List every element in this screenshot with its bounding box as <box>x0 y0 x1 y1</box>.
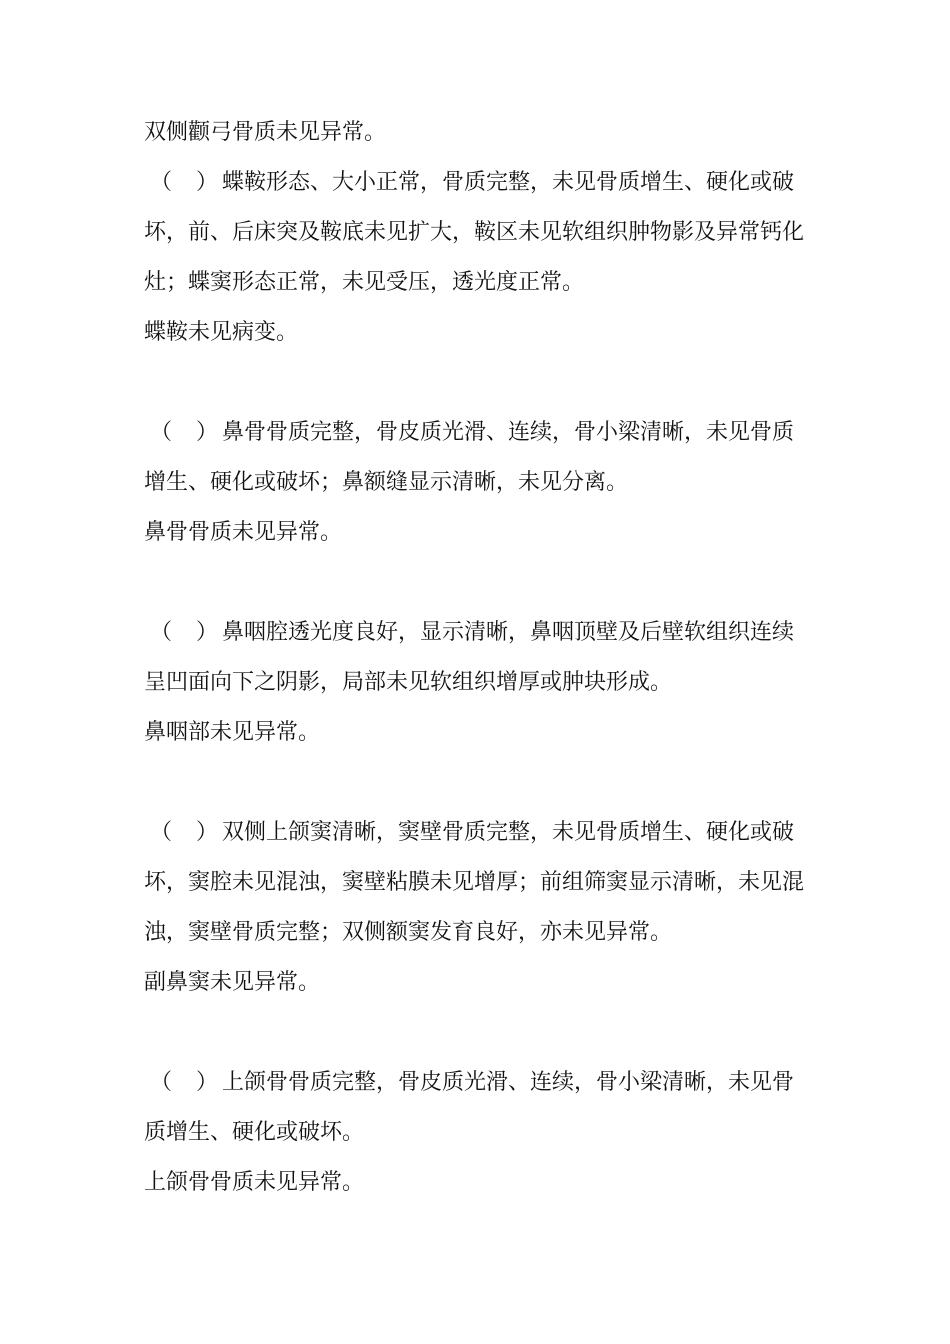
line-text: 坏，前、后床突及鞍底未见扩大，鞍区未见软组织肿物影及异常钙化 <box>144 220 805 245</box>
line-text: 双侧颧弓骨质未见异常。 <box>144 120 387 145</box>
text-line <box>144 858 816 908</box>
bracket-open: （ <box>150 420 173 445</box>
bracket-close: ） <box>196 420 219 445</box>
line-text: 蝶鞍未见病变。 <box>144 320 299 345</box>
line-text: 质增生、硬化或破坏。 <box>144 1120 365 1145</box>
text-line <box>144 708 816 758</box>
checklist-item-line <box>144 158 816 208</box>
line-text: 坏，窦腔未见混浊，窦壁粘膜未见增厚；前组筛窦显示清晰，未见混 <box>144 870 805 895</box>
line-text: 呈凹面向下之阴影，局部未见软组织增厚或肿块形成。 <box>144 670 673 695</box>
line-text: 上颌骨骨质未见异常。 <box>144 1170 365 1195</box>
checklist-item-line <box>144 1058 816 1108</box>
bracket-open: （ <box>150 1070 173 1095</box>
checklist-item-line <box>144 808 816 858</box>
line-text: 鼻咽腔透光度良好，显示清晰，鼻咽顶壁及后壁软组织连续 <box>222 620 795 645</box>
checkbox-bracket[interactable] <box>144 608 222 658</box>
line-text: 鼻骨骨质未见异常。 <box>144 520 343 545</box>
paragraph-gap <box>144 558 816 608</box>
bracket-close: ） <box>196 820 219 845</box>
line-text: 增生、硬化或破坏；鼻额缝显示清晰，未见分离。 <box>144 470 629 495</box>
text-line <box>144 308 816 358</box>
line-text: 浊，窦壁骨质完整；双侧额窦发育良好，亦未见异常。 <box>144 920 673 945</box>
line-text: 上颌骨骨质完整，骨皮质光滑、连续，骨小梁清晰，未见骨 <box>222 1070 795 1095</box>
bracket-close: ） <box>196 170 219 195</box>
checkbox-bracket[interactable] <box>144 408 222 458</box>
document-body <box>144 108 816 1208</box>
text-line <box>144 508 816 558</box>
checkbox-bracket[interactable] <box>144 1058 222 1108</box>
text-line <box>144 1158 816 1208</box>
checklist-item-line <box>144 608 816 658</box>
line-text: 蝶鞍形态、大小正常，骨质完整，未见骨质增生、硬化或破 <box>222 170 795 195</box>
text-line <box>144 108 816 158</box>
text-line <box>144 908 816 958</box>
checklist-item-line <box>144 408 816 458</box>
checkbox-bracket[interactable] <box>144 808 222 858</box>
paragraph-gap <box>144 1008 816 1058</box>
bracket-open: （ <box>150 620 173 645</box>
paragraph-gap <box>144 758 816 808</box>
text-line <box>144 1108 816 1158</box>
line-text: 灶；蝶窦形态正常，未见受压，透光度正常。 <box>144 270 585 295</box>
line-text: 鼻咽部未见异常。 <box>144 720 321 745</box>
bracket-open: （ <box>150 170 173 195</box>
bracket-close: ） <box>196 1070 219 1095</box>
line-text: 副鼻窦未见异常。 <box>144 970 321 995</box>
line-text: 鼻骨骨质完整，骨皮质光滑、连续，骨小梁清晰，未见骨质 <box>222 420 795 445</box>
paragraph-gap <box>144 358 816 408</box>
line-text: 双侧上颌窦清晰，窦壁骨质完整，未见骨质增生、硬化或破 <box>222 820 795 845</box>
text-line <box>144 958 816 1008</box>
text-line <box>144 458 816 508</box>
text-line <box>144 258 816 308</box>
bracket-close: ） <box>196 620 219 645</box>
text-line <box>144 208 816 258</box>
checkbox-bracket[interactable] <box>144 158 222 208</box>
text-line <box>144 658 816 708</box>
bracket-open: （ <box>150 820 173 845</box>
